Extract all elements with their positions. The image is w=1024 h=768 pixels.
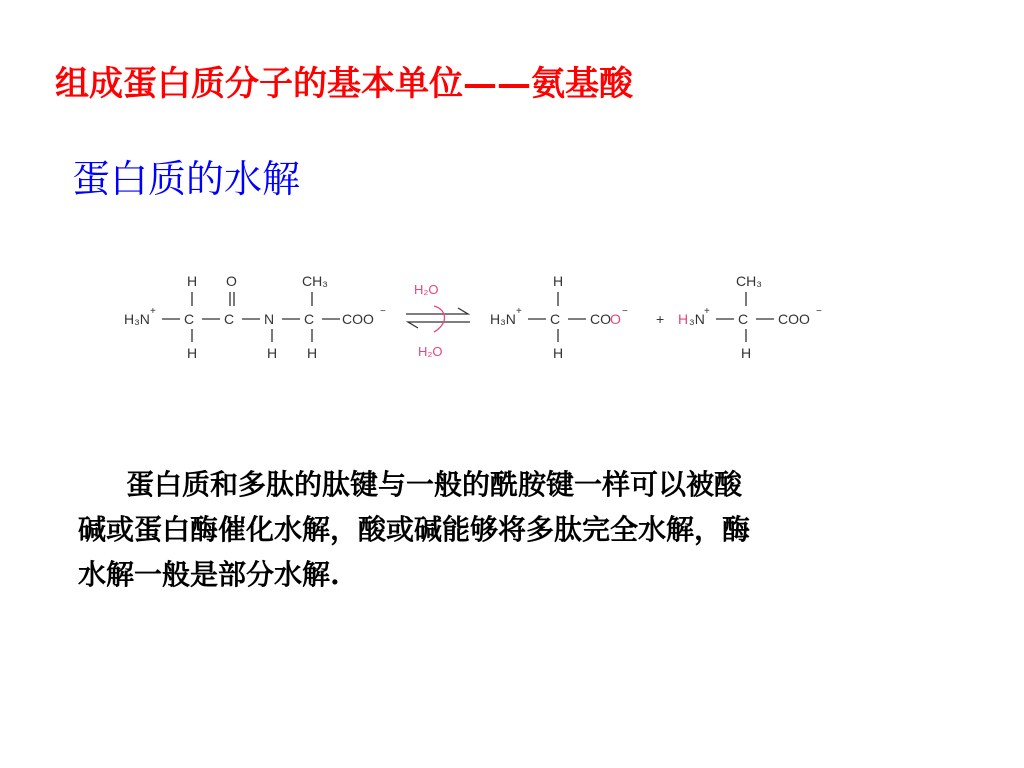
reactant-carbonyl-c: C xyxy=(224,311,235,327)
reactant-h-top-1: H xyxy=(187,273,198,289)
reactant-dipeptide xyxy=(124,273,386,361)
reactant-plus-charge: + xyxy=(150,306,156,317)
product-alanine xyxy=(678,273,822,361)
paragraph-line-1: 蛋白质和多肽的肽键与一般的酰胺键一样可以被酸 xyxy=(126,468,743,501)
reactant-coo: COO xyxy=(342,311,374,327)
product1-h-bottom: H xyxy=(553,345,564,361)
product1-h-top: H xyxy=(553,273,564,289)
reactant-minus-charge: − xyxy=(380,306,386,317)
forward-arrow xyxy=(406,308,468,314)
reactant-amide-h: H xyxy=(267,345,278,361)
product2-minus-charge: − xyxy=(816,306,822,317)
product2-plus-charge: + xyxy=(704,306,710,317)
reactant-h-bottom-2: H xyxy=(307,345,318,361)
product1-h3n: H₃N xyxy=(490,311,516,327)
product1-o-red: O xyxy=(610,311,621,327)
product2-h-red: H xyxy=(678,311,689,327)
reactant-alpha-c1: C xyxy=(184,311,195,327)
reactant-h3n: H₃N xyxy=(124,311,150,327)
product2-coo: COO xyxy=(778,311,810,327)
slide-subtitle: 蛋白质的水解 xyxy=(72,157,301,201)
explanation-paragraph xyxy=(78,462,918,597)
paragraph-line-3: 水解一般是部分水解. xyxy=(78,558,340,591)
reagent-water-top: H₂O xyxy=(414,282,439,297)
reverse-arrow xyxy=(408,322,470,328)
slide-title: 组成蛋白质分子的基本单位——氨基酸 xyxy=(55,64,633,104)
reaction-svg xyxy=(118,262,848,382)
hydrolysis-reaction-diagram xyxy=(118,262,848,382)
water-curve-arrow xyxy=(434,306,445,332)
reactant-h-bottom-1: H xyxy=(187,345,198,361)
product2-3n: ₃N xyxy=(689,311,705,327)
product-glycine xyxy=(490,273,628,361)
product1-minus-charge: − xyxy=(622,306,628,317)
product1-co: CO xyxy=(590,311,611,327)
reactant-carbonyl-o: O xyxy=(226,273,237,289)
product1-alpha-c: C xyxy=(550,311,561,327)
reactant-amide-n: N xyxy=(264,311,275,327)
reactant-alpha-c2: C xyxy=(304,311,315,327)
product1-plus-charge: + xyxy=(516,306,522,317)
paragraph-line-2: 碱或蛋白酶催化水解，酸或碱能够将多肽完全水解，酶 xyxy=(78,513,751,546)
equilibrium-arrows xyxy=(406,282,470,359)
reagent-water-bottom: H₂O xyxy=(418,344,443,359)
reactant-ch3: CH₃ xyxy=(302,273,328,289)
product2-ch3: CH₃ xyxy=(736,273,762,289)
product2-alpha-c: C xyxy=(738,311,749,327)
plus-sign: + xyxy=(656,311,665,327)
product2-h-bottom: H xyxy=(741,345,752,361)
